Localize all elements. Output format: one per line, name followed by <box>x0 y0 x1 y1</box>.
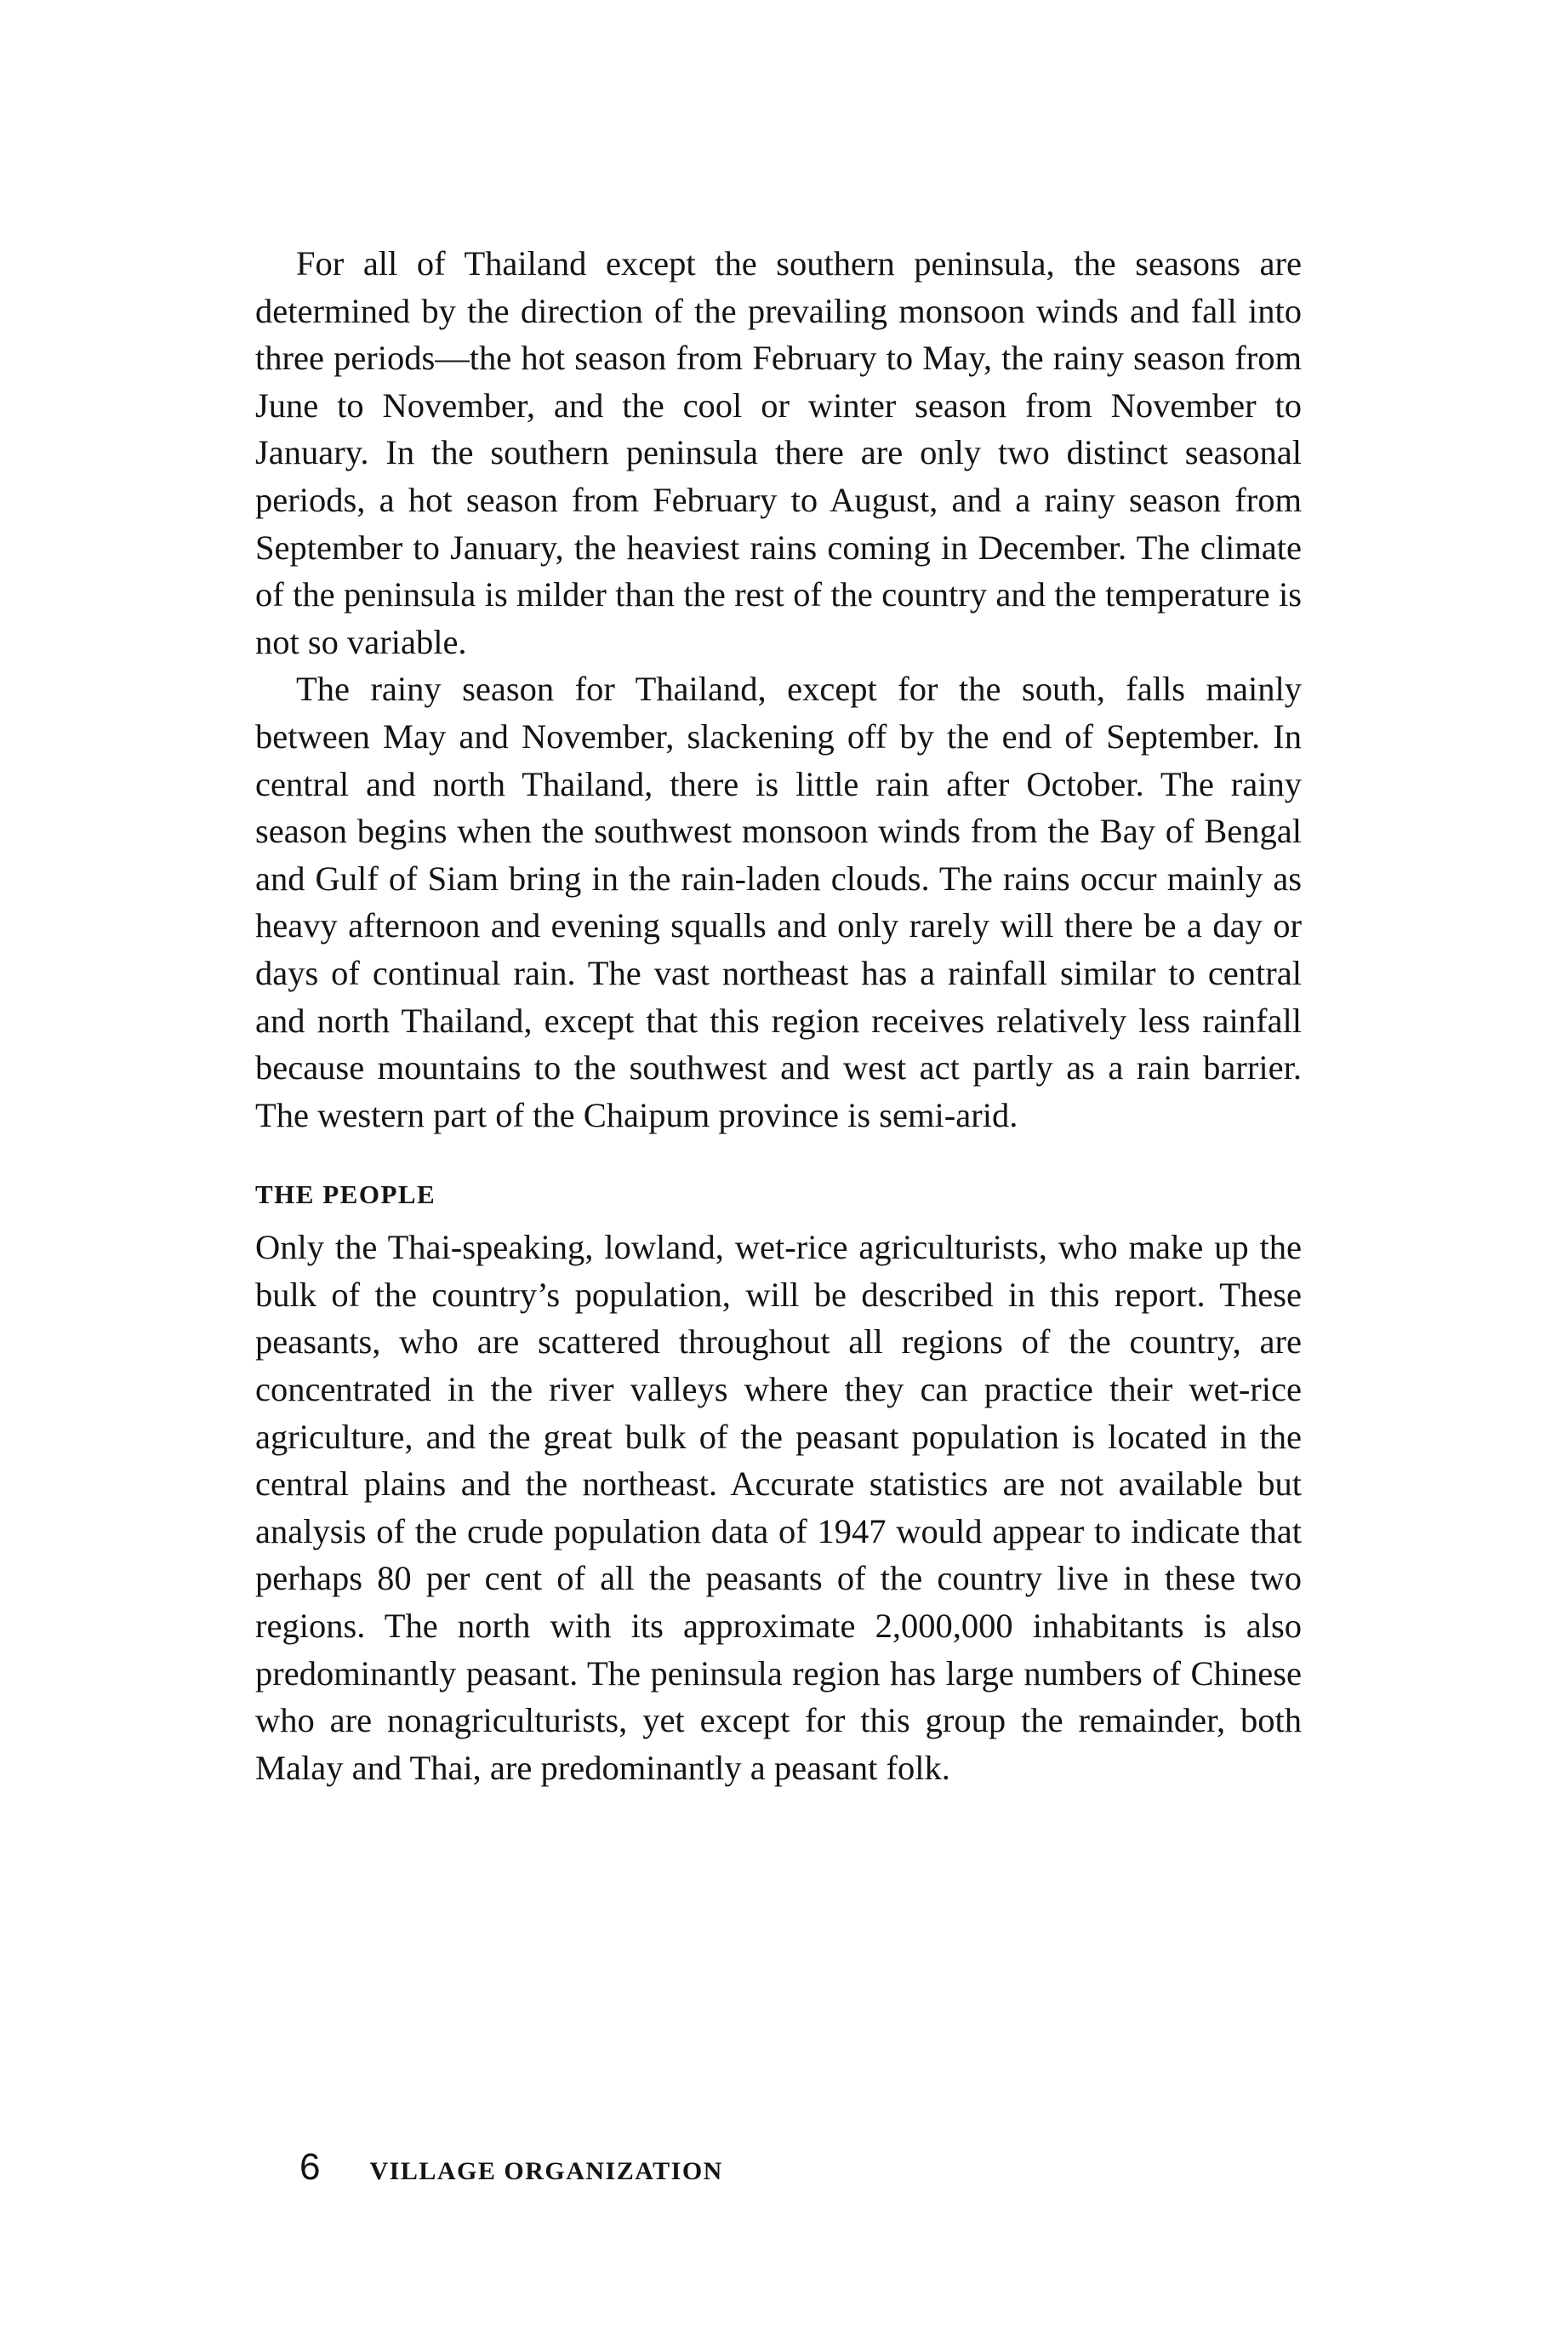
paragraph-people: Only the Thai-speaking, lowland, wet-rice agriculturists, who make up the bulk of the country’s population, will be described in this report. These peasants, who are scattered throughout all regions of the country, are concentrated in the river valleys where they can practice their wet-rice agriculture, and the great bulk of the peasant population is located in the central plains and the northeast. Accurate statistics are not available but analysis of the crude population data of 1947 would appear to indicate that perhaps 80 per cent of all the peasants of the country live in these two regions. The north with its approximate 2,000,000 inhabitants is also predominantly peasant. The peninsula region has large numbers of Chinese who are nonagriculturists, yet except for this group the remainder, both Malay and Thai, are predominantly a peasant folk. <box>255 1228 1302 1787</box>
section-heading: THE PEOPLE <box>255 1179 436 1210</box>
paragraph-rainy-season: The rainy season for Thailand, except for the south, falls mainly between May and November, slackening off by the end of September. In central and north Thailand, there is little rain after October. The rainy season begins when the southwest monsoon winds from the Bay of Bengal and Gulf of Siam bring in the rain-laden clouds. The rains occur mainly as heavy afternoon and evening squalls and only rarely will there be a day or days of continual rain. The vast northeast has a rainfall similar to central and north Thailand, except that this region receives relatively less rainfall because mountains to the southwest and west act partly as a rain barrier. The western part of the Chaipum province is semi-arid. <box>255 670 1302 1134</box>
page-footer <box>299 2146 723 2189</box>
paragraph-seasons: For all of Thailand except the southern peninsula, the seasons are determined by the direction of the prevailing monsoon winds and fall into three periods—the hot season from February to May, the rainy season from June to November, and the cool or winter season from November to January. In the southern peninsula there are only two distinct seasonal periods, a hot season from February to August, and a rainy season from September to January, the heaviest rains coming in December. The climate of the peninsula is milder than the rest of the country and the temperature is not so variable. <box>255 244 1302 661</box>
running-head: VILLAGE ORGANIZATION <box>369 2157 723 2185</box>
page-body <box>255 240 1302 1791</box>
page-number: 6 <box>299 2146 321 2188</box>
